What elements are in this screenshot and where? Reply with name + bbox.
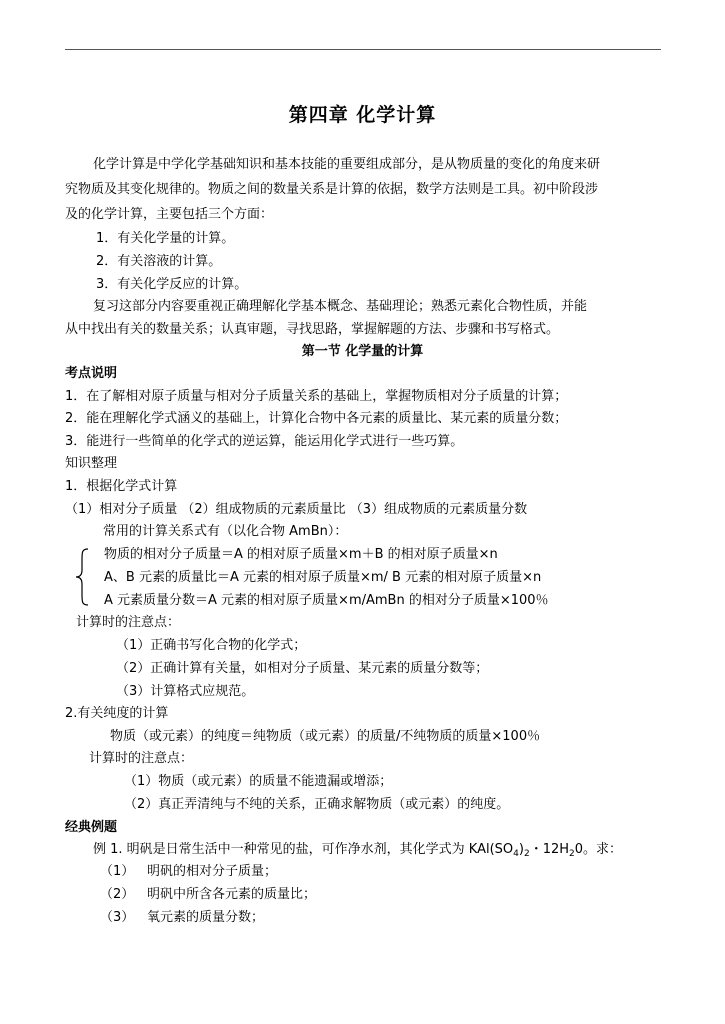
question-3-number: （3） [100, 910, 135, 925]
question-2-number: （2） [100, 887, 135, 902]
brace-icon [74, 548, 90, 606]
part1-note-1: （1）正确书写化合物的化学式； [116, 638, 307, 653]
part1-note-2: （2）正确计算有关量，如相对分子质量、某元素的质量分数等； [116, 661, 489, 676]
review-line-1: 复习这部分内容要重视正确理解化学基本概念、基础理论；熟悉元素化合物性质，并能 [93, 299, 588, 314]
intro-item-1: 1．有关化学量的计算。 [96, 231, 235, 246]
kaodian-heading: 考点说明 [65, 366, 118, 381]
kaodian-item-1: 1．在了解相对原子质量与相对分子质量关系的基础上，掌握物质相对分子质量的计算； [65, 389, 568, 404]
intro-line-1: 化学计算是中学化学基础知识和基本技能的重要组成部分，是从物质量的变化的角度来研 [93, 157, 601, 172]
part2-note-2: （2）真正弄清纯与不纯的关系，正确求解物质（或元素）的纯度。 [124, 797, 510, 812]
question-1-number: （1） [100, 864, 135, 879]
example-1-text-c: ・12H [529, 842, 570, 857]
part2-heading: 2.有关纯度的计算 [65, 706, 169, 721]
question-1-text: 明矾的相对分子质量； [147, 864, 278, 879]
subscript-4: 4 [513, 849, 519, 859]
question-3-text: 氧元素的质量分数； [147, 910, 265, 925]
header-rule [65, 49, 661, 50]
purity-formula: 物质（或元素）的纯度＝纯物质（或元素）的质量/不纯物质的质量×100％ [110, 729, 541, 744]
example-1-text-a: 例 1. 明矾是日常生活中一种常见的盐，可作净水剂，其化学式为 KAl(SO [93, 842, 514, 857]
section-heading: 第一节 化学量的计算 [301, 344, 424, 359]
intro-item-2: 2．有关溶液的计算。 [96, 254, 222, 269]
part1-note-3: （3）计算格式应规范。 [116, 684, 255, 699]
examples-heading: 经典例题 [65, 820, 118, 835]
formula-3: A 元素质量分数＝A 元素的相对原子质量×m/AmBn 的相对分子质量×100％ [104, 593, 549, 608]
part2-notes-heading: 计算时的注意点： [89, 751, 194, 766]
question-2-text: 明矾中所含各元素的质量比； [147, 887, 317, 902]
chapter-title: 第四章 化学计算 [288, 104, 437, 126]
formula-1: 物质的相对分子质量＝A 的相对原子质量×m＋B 的相对原子质量×n [104, 547, 498, 562]
part1-heading: 1．根据化学式计算 [65, 479, 178, 494]
part1-types: （1）相对分子质量 （2）组成物质的元素质量比 （3）组成物质的元素质量分数 [65, 502, 528, 517]
part1-notes-heading: 计算时的注意点： [76, 615, 181, 630]
kaodian-item-3: 3．能进行一些简单的化学式的逆运算，能运用化学式进行一些巧算。 [65, 434, 464, 449]
intro-line-3: 及的化学计算，主要包括三个方面： [65, 207, 274, 222]
subscript-2b: 2 [569, 849, 575, 859]
part2-note-1: （1）物质（或元素）的质量不能遗漏或增添； [124, 774, 393, 789]
example-1-text [93, 840, 622, 860]
zhishi-heading: 知识整理 [65, 456, 118, 471]
review-line-2: 从中找出有关的数量关系；认真审题，寻找思路，掌握解题的方法、步骤和书写格式。 [65, 322, 560, 337]
subscript-2a: 2 [523, 849, 530, 859]
intro-item-3: 3．有关化学反应的计算。 [96, 277, 248, 292]
example-1-text-d: 0。求： [574, 842, 623, 857]
example-1-text-b: ) [518, 842, 524, 857]
intro-line-2: 究物质及其变化规律的。物质之间的数量关系是计算的依据，数学方法则是工具。初中阶段涉 [65, 182, 599, 197]
formula-2: A、B 元素的质量比＝A 元素的相对原子质量×m/ B 元素的相对原子质量×n [104, 570, 542, 585]
kaodian-item-2: 2．能在理解化学式涵义的基础上，计算化合物中各元素的质量比、某元素的质量分数； [65, 411, 568, 426]
formula-intro: 常用的计算关系式有（以化合物 AmBn）： [103, 524, 348, 539]
